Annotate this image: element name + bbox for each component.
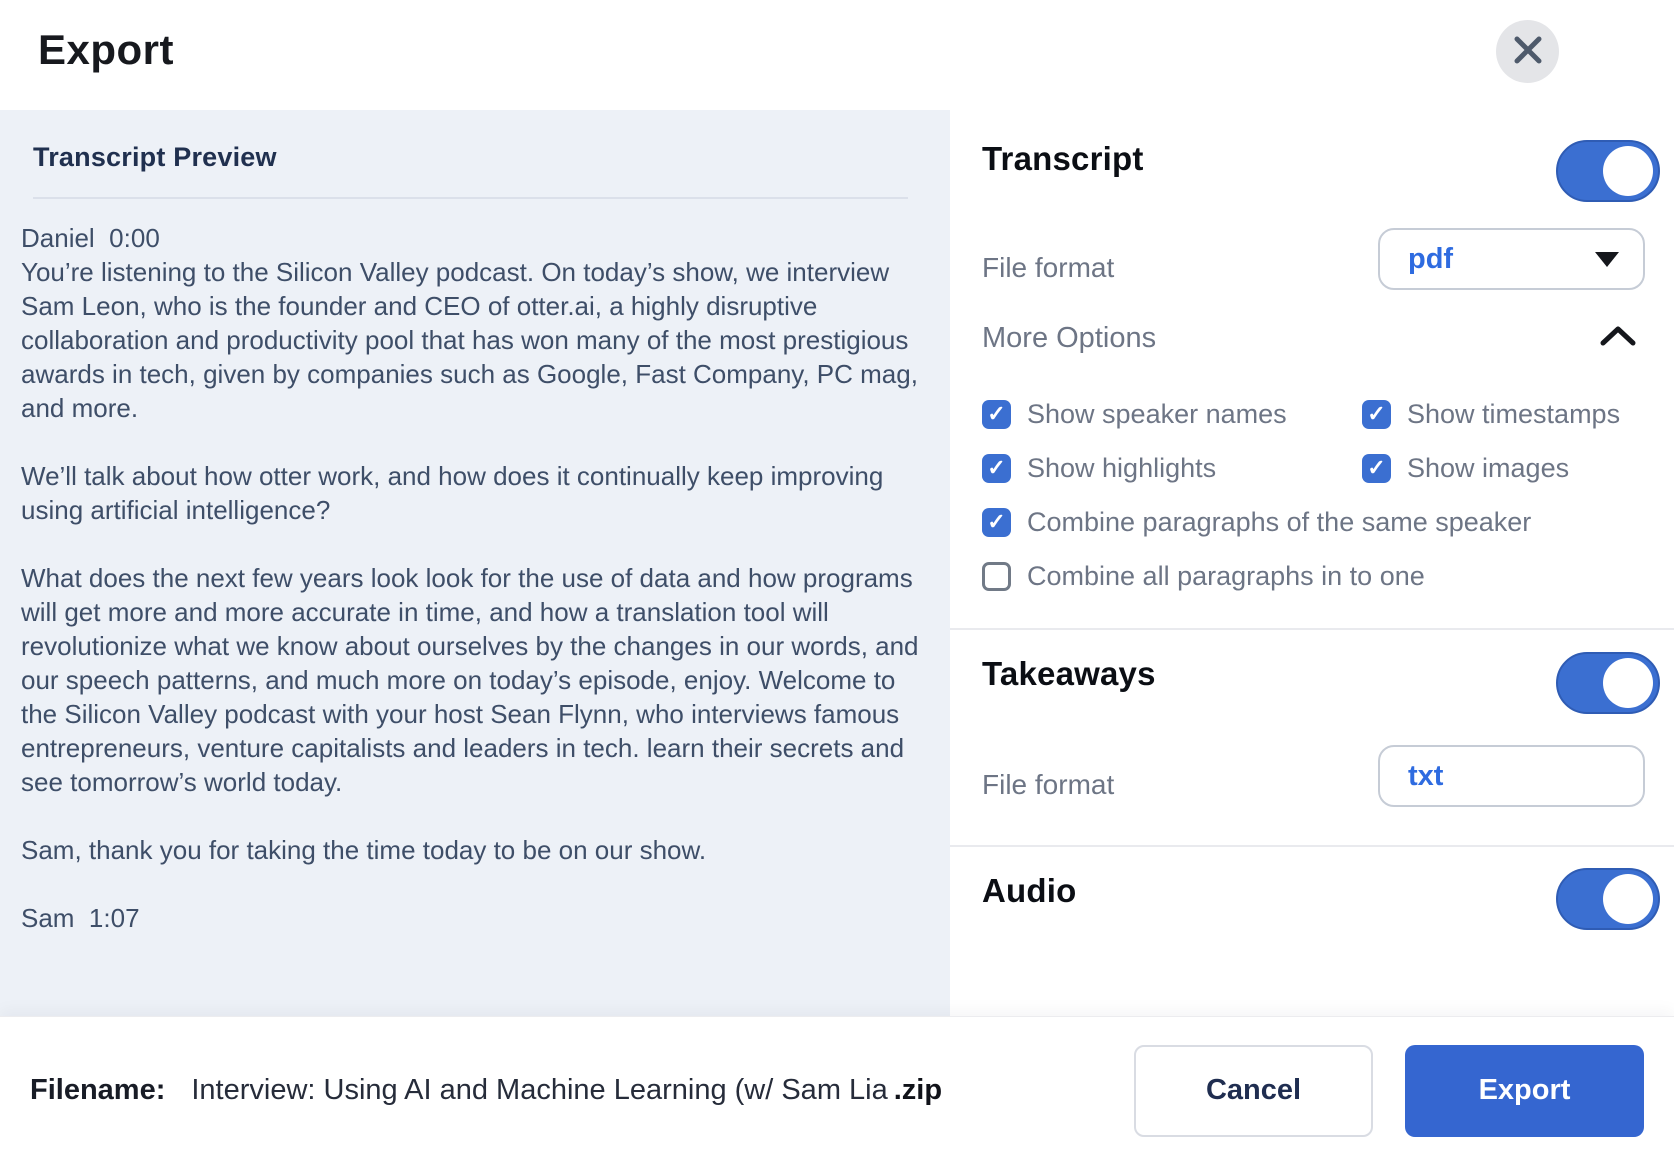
audio-toggle[interactable] — [1556, 868, 1660, 930]
file-format-label: File format — [982, 252, 1115, 283]
check-icon: ✓ — [987, 455, 1006, 480]
speaker-gap — [74, 903, 88, 933]
paragraph-text: You’re listening to the Silicon Valley podcast. On today’s show, we interview Sam Leon, who is the founder and CEO of otter.ai, a highly disruptive collaboration and productivity pool that has won many of the most prestigious awards in tech, given by companies such as Google, Fast Company, PC mag, and more. — [21, 257, 918, 423]
export-button[interactable]: Export — [1405, 1045, 1644, 1137]
check-icon: ✓ — [1367, 401, 1386, 426]
takeaways-toggle[interactable] — [1556, 652, 1660, 714]
file-format-label: File format — [982, 769, 1115, 800]
close-icon — [1513, 35, 1543, 68]
transcript-toggle[interactable] — [1556, 140, 1660, 202]
transcript-section-header — [982, 140, 1645, 178]
preview-divider — [33, 197, 908, 199]
speaker-line — [21, 901, 934, 935]
dialog-title: Export — [38, 26, 175, 73]
speaker-line — [21, 221, 934, 255]
transcript-paragraph — [21, 901, 934, 935]
audio-section-header — [982, 872, 1645, 910]
more-options-label: More Options — [982, 321, 1157, 354]
checkbox-show-speaker-names[interactable] — [982, 394, 1362, 434]
dialog-footer — [0, 1016, 1674, 1164]
cancel-button[interactable]: Cancel — [1134, 1045, 1373, 1137]
takeaways-file-format-select[interactable] — [1378, 745, 1645, 807]
checkbox-show-highlights[interactable] — [982, 448, 1362, 488]
transcript-preview-title: Transcript Preview — [33, 142, 277, 172]
filename-extension: .zip — [893, 1074, 943, 1106]
takeaways-section-title: Takeaways — [982, 655, 1156, 692]
transcript-section-title: Transcript — [982, 140, 1144, 177]
checkbox-label: Combine all paragraphs in to one — [1027, 560, 1425, 591]
toggle-knob — [1603, 874, 1653, 924]
speaker-gap — [95, 223, 109, 253]
checkbox-label: Show speaker names — [1027, 398, 1287, 429]
toggle-knob — [1603, 146, 1653, 196]
checkbox-checked-icon — [1362, 400, 1391, 429]
selected-file-format: pdf — [1408, 242, 1454, 275]
checkbox-show-images[interactable] — [1362, 448, 1645, 488]
close-button[interactable] — [1496, 20, 1559, 83]
dialog-header — [0, 0, 1674, 110]
paragraph-text: We’ll talk about how otter work, and how does it continually keep improving using artificial intelligence? — [21, 461, 884, 525]
paragraph-text: What does the next few years look look for the use of data and how programs will get more and more accurate in time, and how a translation tool will revolutionize what we know about ourselves by the changes in our words, and our speech patterns, and much more on today’s episode, enjoy. Welcome to the Silicon Valley podcast with your host Sean Flynn, who interviews famous entrepreneurs, venture capitalists and leaders in tech. learn their secrets and see tomorrow’s world today. — [21, 563, 919, 797]
checkbox-show-timestamps[interactable] — [1362, 394, 1645, 434]
export-options-panel — [950, 110, 1674, 1016]
filename-label: Filename: — [30, 1074, 166, 1106]
checkbox-checked-icon — [982, 454, 1011, 483]
checkbox-unchecked-icon — [982, 562, 1011, 591]
transcript-paragraph — [21, 459, 934, 527]
checkbox-checked-icon — [982, 400, 1011, 429]
speaker-name: Sam — [21, 903, 75, 933]
transcript-paragraph — [21, 221, 934, 425]
paragraph-text: Sam, thank you for taking the time today to be on our show. — [21, 835, 707, 865]
checkbox-checked-icon — [982, 508, 1011, 537]
selected-file-format: txt — [1408, 759, 1444, 792]
filename-value: Interview: Using AI and Machine Learning (w/ Sam Lia — [191, 1074, 888, 1106]
check-icon: ✓ — [987, 401, 1006, 426]
checkbox-combine-all-paragraphs[interactable] — [982, 556, 1645, 596]
checkbox-combine-same-speaker[interactable] — [982, 502, 1645, 542]
timestamp: 1:07 — [88, 903, 140, 933]
more-options-row[interactable] — [982, 318, 1645, 358]
speaker-name: Daniel — [21, 223, 95, 253]
transcript-paragraph — [21, 561, 934, 799]
transcript-preview-pane[interactable] — [0, 110, 950, 1016]
checkbox-label: Show highlights — [1027, 452, 1217, 483]
takeaways-section-header — [982, 655, 1645, 693]
check-icon: ✓ — [1367, 455, 1386, 480]
section-divider — [950, 845, 1674, 847]
transcript-preview-body — [21, 221, 934, 935]
check-icon: ✓ — [987, 509, 1006, 534]
toggle-knob — [1603, 658, 1653, 708]
chevron-up-icon — [1599, 325, 1637, 352]
audio-section-title: Audio — [982, 872, 1077, 909]
checkbox-label: Combine paragraphs of the same speaker — [1027, 506, 1532, 537]
timestamp: 0:00 — [109, 223, 160, 253]
section-divider — [950, 628, 1674, 630]
checkbox-label: Show images — [1407, 452, 1570, 483]
transcript-file-format-select[interactable] — [1378, 228, 1645, 290]
checkbox-label: Show timestamps — [1407, 398, 1621, 429]
transcript-paragraph — [21, 833, 934, 867]
checkbox-checked-icon — [1362, 454, 1391, 483]
transcript-options-grid — [982, 394, 1645, 596]
caret-down-icon — [1595, 252, 1619, 267]
